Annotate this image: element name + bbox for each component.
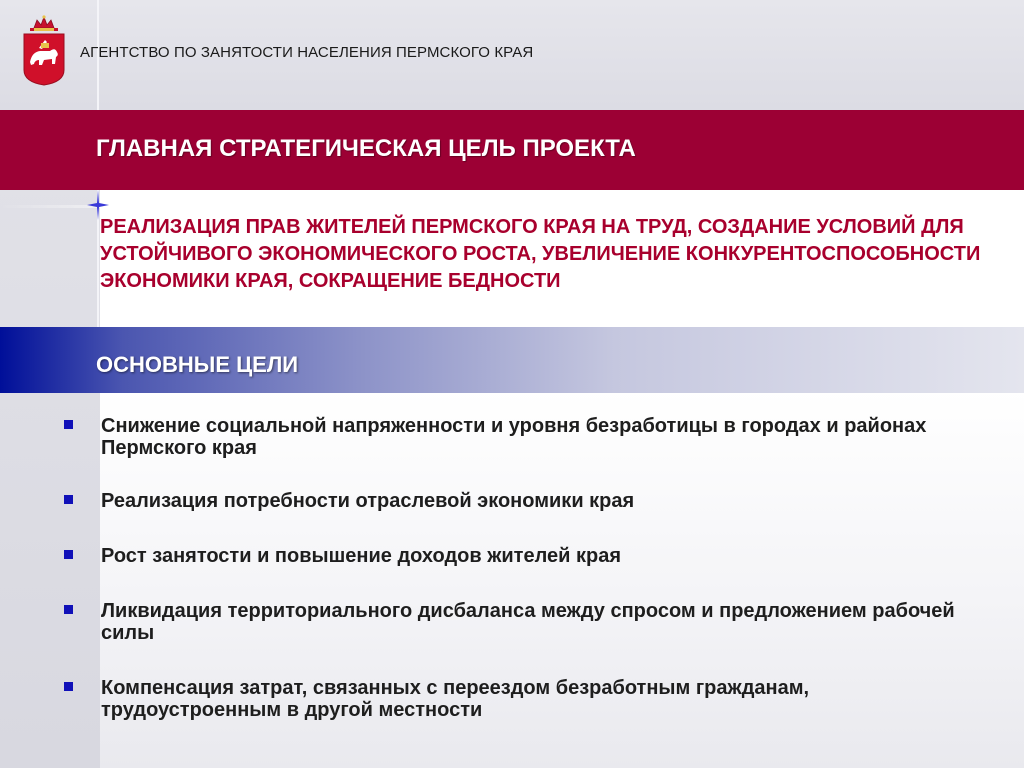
goal-item-text: Ликвидация территориального дисбаланса между спросом и предложением рабочей силы (101, 600, 955, 644)
goal-item-text: Реализация потребности отраслевой экономики края (101, 490, 635, 512)
perm-krai-coat-of-arms-icon (22, 14, 66, 86)
left-margin-background (0, 110, 100, 768)
main-goal-title: ГЛАВНАЯ СТРАТЕГИЧЕСКАЯ ЦЕЛЬ ПРОЕКТА (96, 135, 636, 162)
goal-item-text: Снижение социальной напряженности и уровня безработицы в городах и районах Пермского края (101, 415, 927, 459)
goal-item-text: Компенсация затрат, связанных с переездом безработным гражданам, трудоустроенным в другой местности (101, 677, 810, 721)
main-goal-text: РЕАЛИЗАЦИЯ ПРАВ ЖИТЕЛЕЙ ПЕРМСКОГО КРАЯ НА ТРУД, СОЗДАНИЕ УСЛОВИЙ ДЛЯ УСТОЙЧИВОГО ЭКОНОМИЧЕСКОГО РОСТА, УВЕЛИЧЕНИЕ КОНКУРЕНТОСПОСОБНОСТИ ЭКОНОМИКИ КРАЯ, СОКРАЩЕНИЕ БЕДНОСТИ (100, 216, 981, 292)
agency-name: АГЕНТСТВО ПО ЗАНЯТОСТИ НАСЕЛЕНИЯ ПЕРМСКОГО КРАЯ (80, 44, 534, 61)
content-background (100, 390, 1024, 768)
goals-title: ОСНОВНЫЕ ЦЕЛИ (96, 352, 299, 377)
goal-item-text: Рост занятости и повышение доходов жителей края (101, 545, 622, 567)
